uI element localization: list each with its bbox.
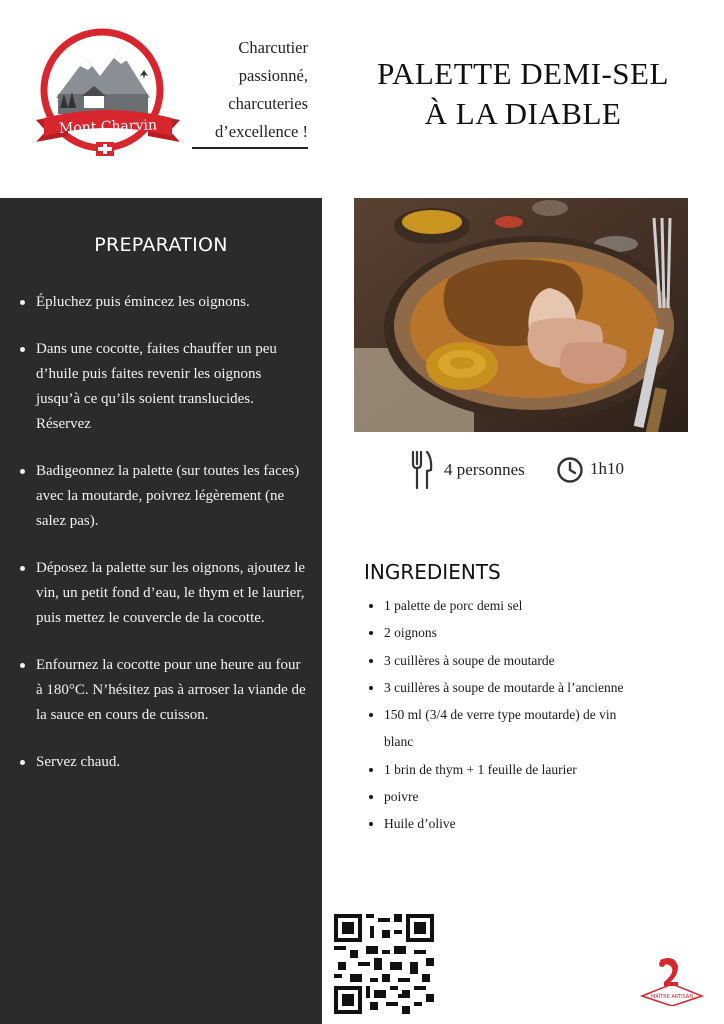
tagline-line: d’excellence ! <box>215 122 308 141</box>
recipe-title-line: À LA DIABLE <box>424 96 622 131</box>
preparation-step: Dans une cocotte, faites chauffer un peu d’huile puis faites revenir les oignons jusqu’à ce qu’ils soient translucides. Réservez <box>18 337 308 437</box>
ingredient-item: Huile d’olive <box>366 810 696 837</box>
ingredients-list <box>366 592 696 838</box>
ingredient-item: 3 cuillères à soupe de moutarde <box>366 647 696 674</box>
badge-label: MAÎTRE ARTISAN <box>651 994 693 1000</box>
fork-knife-icon <box>410 450 434 490</box>
recipe-title-line: PALETTE DEMI-SEL <box>377 56 669 91</box>
tagline-line: Charcutier <box>238 38 308 57</box>
tagline <box>190 34 308 146</box>
clock-icon <box>556 456 584 484</box>
preparation-step: Épluchez puis émincez les oignons. <box>18 290 308 315</box>
ingredient-item-continuation: blanc <box>384 734 414 750</box>
tagline-line: charcuteries <box>228 94 308 113</box>
preparation-step: Badigeonnez la palette (sur toutes les faces) avec la moutarde, poivrez légèrement (ne salez pas). <box>18 459 308 534</box>
cooking-time: 1h10 <box>590 459 624 478</box>
ingredient-item: poivre <box>366 783 696 810</box>
mont-charvin-logo <box>28 28 188 168</box>
ingredients-heading: INGREDIENTS <box>364 560 501 584</box>
tagline-divider <box>192 147 308 149</box>
qr-code[interactable] <box>334 914 434 1014</box>
preparation-steps <box>18 290 308 797</box>
ingredient-item: 1 brin de thym + 1 feuille de laurier <box>366 756 696 783</box>
tagline-line: passionné, <box>238 66 308 85</box>
maitre-artisan-badge <box>638 956 706 1006</box>
ingredient-item: 2 oignons <box>366 619 696 646</box>
dish-photo <box>354 198 688 432</box>
recipe-title <box>340 54 706 134</box>
ingredient-item: 1 palette de porc demi sel <box>366 592 696 619</box>
preparation-heading: PREPARATION <box>94 234 228 256</box>
preparation-step: Enfournez la cocotte pour une heure au four à 180°C. N’hésitez pas à arroser la viande de la sauce en cours de cuisson. <box>18 653 308 728</box>
servings: 4 personnes <box>444 460 525 479</box>
ingredient-item: 150 ml (3/4 de verre type moutarde) de vin <box>366 701 696 728</box>
ingredient-item: 3 cuillères à soupe de moutarde à l’ancienne <box>366 674 696 701</box>
logo-text: Mont Charvin <box>58 117 158 137</box>
preparation-step: Déposez la palette sur les oignons, ajoutez le vin, un petit fond d’eau, le thym et le laurier, puis mettez le couvercle de la cocotte. <box>18 556 308 631</box>
preparation-step: Servez chaud. <box>18 750 308 775</box>
